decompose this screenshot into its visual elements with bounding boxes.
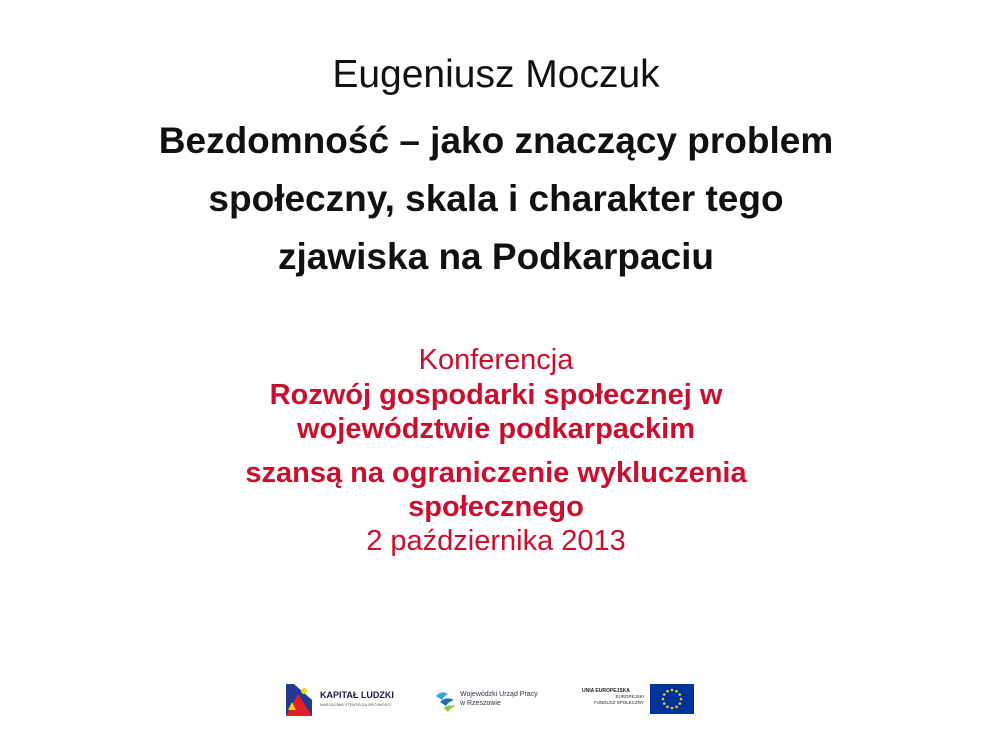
title-line: zjawiska na Podkarpaciu — [278, 236, 714, 277]
conference-label: Konferencja — [418, 344, 574, 376]
conference-block — [60, 342, 932, 558]
conference-name-line: województwie podkarpackim — [296, 413, 696, 445]
kapital-ludzki-name: KAPITAŁ LUDZKI — [320, 690, 394, 700]
title-line: Bezdomność – jako znaczący problem — [158, 120, 834, 161]
kapital-ludzki-logo — [284, 680, 414, 720]
conference-date: 2 października 2013 — [366, 525, 626, 557]
wup-line: Wojewódzki Urząd Pracy — [460, 691, 538, 698]
conference-subtitle-line: szansą na ograniczenie wykluczenia — [245, 457, 747, 489]
eu-line: UNIA EUROPEJSKA — [582, 688, 630, 694]
conference-subtitle-line: społecznego — [408, 491, 584, 523]
kapital-ludzki-emblem-icon — [284, 680, 316, 720]
kapital-ludzki-subtitle: NARODOWA STRATEGIA SPÓJNOŚCI — [320, 702, 392, 707]
title-line: społeczny, skala i charakter tego — [208, 178, 784, 219]
wup-line: w Rzeszowie — [460, 700, 501, 707]
eu-flag-icon — [650, 684, 694, 714]
slide-title — [80, 112, 912, 286]
wup-rzeszow-logo — [434, 680, 554, 720]
conference-name-line: Rozwój gospodarki społecznej w — [269, 379, 723, 411]
wup-text — [460, 690, 538, 708]
eu-line: FUNDUSZ SPOŁECZNY — [593, 700, 644, 705]
wup-bird-icon — [434, 686, 458, 716]
logo-bar — [284, 680, 704, 720]
eu-text — [582, 688, 648, 706]
author-name: Eugeniusz Moczuk — [332, 53, 660, 96]
eu-logo — [582, 680, 702, 720]
eu-line: EUROPEJSKI — [615, 694, 644, 699]
